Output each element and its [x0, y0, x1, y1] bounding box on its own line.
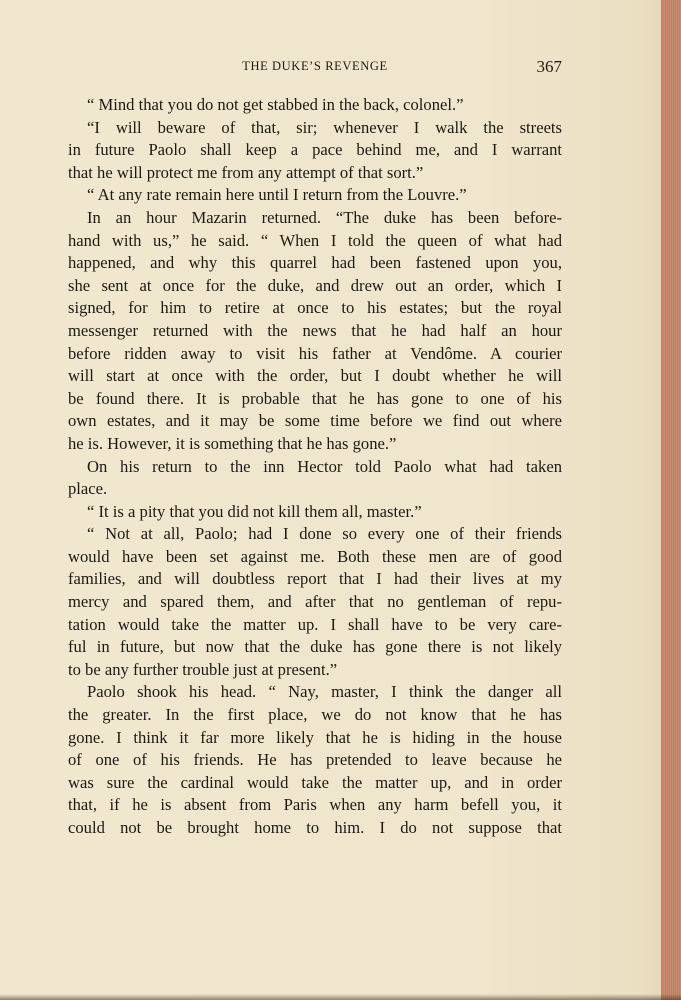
- text-line: will start at once with the order, but I doubt whether he will: [68, 366, 562, 386]
- running-head: [68, 59, 562, 77]
- text-line: On his return to the inn Hector told Paolo what had taken: [87, 456, 562, 476]
- text-line: place.: [68, 479, 108, 499]
- body-text: [68, 94, 562, 840]
- text-line: would have been set against me. Both these men are of good: [68, 546, 562, 566]
- text-line: gone. I think it far more likely that he is hiding in the house: [68, 727, 562, 747]
- page-bottom-shadow: [0, 994, 681, 1000]
- page-number: 367: [536, 57, 562, 76]
- text-line: “I will beware of that, sir; whenever I walk the streets: [87, 117, 562, 137]
- text-line: “ Not at all, Paolo; had I done so every one of their friends: [87, 524, 562, 544]
- text-line: “ Mind that you do not get stabbed in the back, colonel.”: [87, 95, 464, 114]
- text-line: be found there. It is probable that he has gone to one of his: [68, 388, 562, 408]
- text-line: of one of his friends. He has pretended to leave because he: [68, 750, 562, 770]
- text-line: tation would take the matter up. I shall have to be very care-: [68, 614, 562, 634]
- text-line: that, if he is absent from Paris when any harm befell you, it: [68, 795, 562, 815]
- text-line: Paolo shook his head. “ Nay, master, I think the danger all: [87, 682, 562, 702]
- text-line: was sure the cardinal would take the matter up, and in order: [68, 772, 562, 792]
- text-line: before ridden away to visit his father at Vendôme. A courier: [68, 343, 562, 363]
- text-line: happened, and why this quarrel had been fastened upon you,: [68, 253, 562, 273]
- text-line: signed, for him to retire at once to his estates; but the royal: [68, 298, 562, 318]
- text-line: own estates, and it may be some time before we find out where: [68, 411, 562, 431]
- text-line: families, and will doubtless report that I had their lives at my: [68, 569, 562, 589]
- text-line: the greater. In the first place, we do not know that he has: [68, 705, 562, 725]
- text-line: could not be brought home to him. I do not suppose that: [68, 818, 562, 837]
- text-line: “ At any rate remain here until I return from the Louvre.”: [87, 185, 467, 205]
- text-line: mercy and spared them, and after that no gentleman of repu-: [68, 592, 562, 612]
- text-line: to be any further trouble just at present.”: [68, 659, 338, 679]
- page-edge: [661, 0, 681, 1000]
- text-line: in future Paolo shall keep a pace behind me, and I warrant: [68, 140, 562, 160]
- running-title: THE DUKE’S REVENGE: [242, 59, 388, 73]
- text-line: “ It is a pity that you did not kill them all, master.”: [87, 501, 422, 521]
- text-line: he is. However, it is something that he has gone.”: [68, 433, 397, 453]
- text-line: she sent at once for the duke, and drew out an order, which I: [68, 275, 562, 295]
- text-line: In an hour Mazarin returned. “The duke has been before-: [87, 207, 562, 227]
- text-line: ful in future, but now that the duke has gone there is not likely: [68, 637, 562, 657]
- text-line: that he will protect me from any attempt of that sort.”: [68, 162, 424, 182]
- text-line: messenger returned with the news that he had half an hour: [68, 320, 562, 340]
- text-line: hand with us,” he said. “ When I told the queen of what had: [68, 230, 562, 250]
